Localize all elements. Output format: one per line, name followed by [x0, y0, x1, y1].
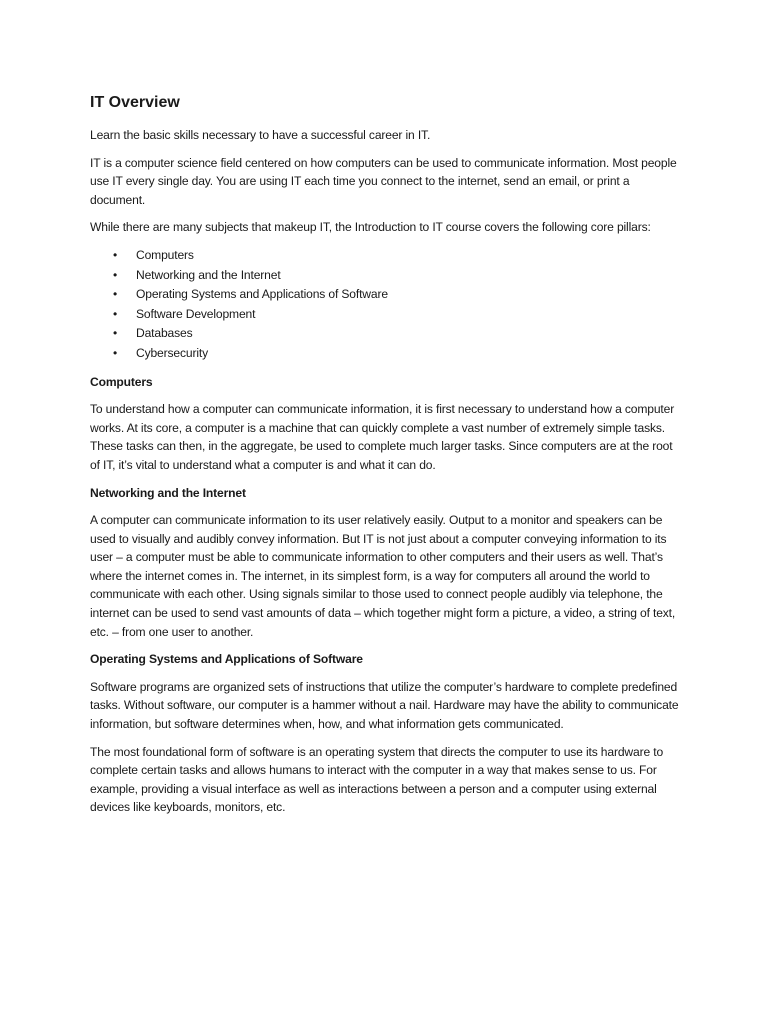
bullet-icon: •	[113, 287, 118, 302]
list-item	[90, 324, 680, 344]
list-item	[90, 305, 680, 325]
computers-paragraph: To understand how a computer can communicate information, it is first necessary to understand how a computer works. At its core, a computer is a machine that can quickly complete a vast number of extremely simple tasks. These tasks can then, in the aggregate, be used to complete much larger tasks. Since computers are at the root of IT, it’s vital to understand what a computer is and what it can do.	[90, 402, 675, 472]
pillar-label: Cybersecurity	[136, 345, 208, 360]
definition-paragraph: IT is a computer science field centered on how computers can be used to communicate information. Most people use IT every single day. You are using IT each time you connect to the internet, send an email, or print a document.	[90, 155, 677, 207]
bullet-icon: •	[113, 326, 118, 341]
software-paragraph: Software programs are organized sets of instructions that utilize the computer’s hardware to complete predefined tasks. Without software, our computer is a hammer without a nail. Hardware may have the ability to communicate information, but software determines when, how, and what information gets communicated.	[90, 679, 679, 732]
operating-system-paragraph: The most foundational form of software is an operating system that directs the computer to use its hardware to complete certain tasks and allows humans to interact with the computer in a way that makes sense to us. For example, providing a visual interface as well as interactions between a person and a computer using external devices like keyboards, monitors, etc.	[90, 744, 664, 815]
bullet-icon: •	[113, 267, 118, 282]
pillar-label: Operating Systems and Applications of Software	[136, 287, 388, 302]
pillar-label: Software Development	[136, 306, 256, 321]
list-item	[90, 246, 680, 266]
bullet-icon: •	[113, 345, 118, 360]
pillar-label: Networking and the Internet	[136, 267, 281, 282]
pillars-list	[90, 246, 680, 364]
pillars-intro-paragraph: While there are many subjects that makeup IT, the Introduction to IT course covers the following core pillars:	[90, 220, 651, 235]
pillar-label: Databases	[136, 326, 193, 341]
pillar-label: Computers	[136, 247, 194, 262]
section-heading-computers: Computers	[90, 374, 153, 389]
document-title: IT Overview	[90, 94, 180, 111]
list-item	[90, 266, 680, 286]
networking-paragraph: A computer can communicate information to its user relatively easily. Output to a monitor and speakers can be used to visually and audibly convey information. But IT is not just about a computer conveying information to its user – a computer must be able to communicate information to other computers and their users as well. That’s where the internet comes in. The internet, in its simplest form, is a way for computers all around the world to communicate with each other. Using signals similar to those used to connect people audibly via telephone, the internet can be used to send vast amounts of data – which together might form a picture, a video, a string of text, etc. – from one user to another.	[90, 513, 676, 639]
bullet-icon: •	[113, 306, 118, 321]
section-heading-networking: Networking and the Internet	[90, 485, 246, 500]
list-item	[90, 285, 680, 305]
list-item	[90, 344, 680, 364]
section-heading-operating-systems: Operating Systems and Applications of Software	[90, 652, 363, 667]
bullet-icon: •	[113, 247, 118, 262]
document-page	[90, 93, 680, 826]
intro-paragraph: Learn the basic skills necessary to have a successful career in IT.	[90, 128, 431, 142]
